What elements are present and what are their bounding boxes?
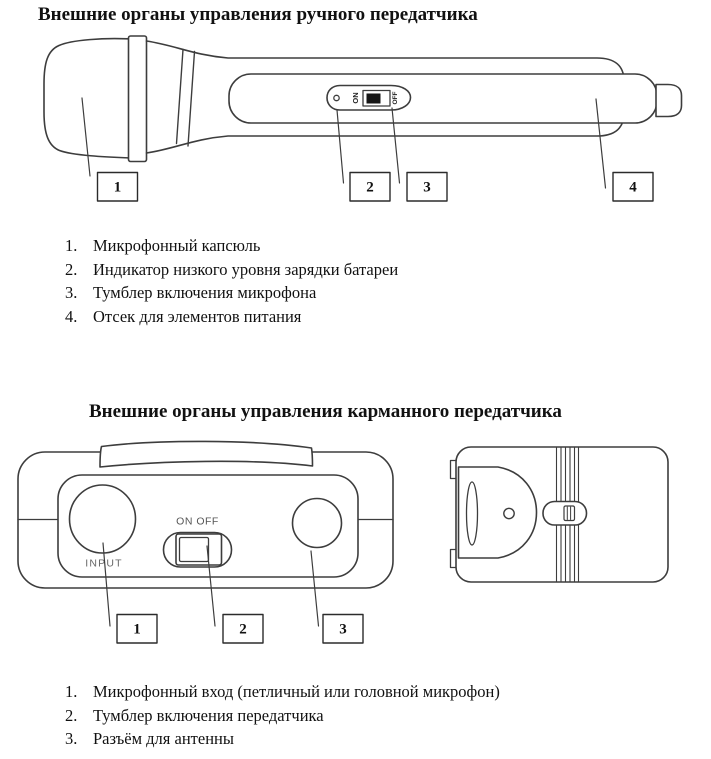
list-item-text: Микрофонный вход (петличный или головной микрофон) — [93, 682, 500, 701]
section2-legend-list — [65, 680, 500, 751]
list-item-number: 3. — [65, 729, 78, 749]
callout-number-bp-3: 3 — [339, 621, 347, 638]
battery-compartment — [229, 74, 657, 123]
list-item-text: Тумблер включения передатчика — [93, 705, 324, 725]
clip-latch-grip — [564, 506, 575, 521]
list-item — [65, 704, 500, 728]
list-item-text: Микрофонный капсюль — [93, 236, 261, 255]
section1-title: Внешние органы управления ручного передатчика — [38, 4, 478, 25]
on-label: ON — [351, 92, 360, 104]
list-item-number: 1. — [65, 682, 78, 701]
section1-legend-list — [65, 234, 398, 328]
list-item-number: 2. — [65, 259, 78, 279]
mic-ring — [129, 36, 147, 162]
bodypack-back-diagram — [451, 447, 669, 582]
list-item — [65, 680, 500, 704]
list-item — [65, 305, 398, 329]
input-label: INPUT — [85, 557, 123, 570]
list-item-number: 4. — [65, 306, 78, 326]
mic-head — [44, 39, 131, 158]
callout-number-2: 2 — [366, 179, 374, 196]
list-item-number: 1. — [65, 236, 78, 255]
list-item-text: Разъём для антенны — [93, 729, 234, 749]
list-item-number: 3. — [65, 283, 78, 303]
end-cap — [656, 85, 682, 117]
callout-number-3: 3 — [423, 179, 431, 196]
off-label: OFF — [392, 91, 399, 105]
list-item — [65, 258, 398, 282]
antenna-jack — [293, 499, 342, 548]
callout-number-bp-2: 2 — [239, 621, 247, 638]
onoff-label: ON OFF — [176, 515, 219, 528]
bodypack-front-diagram — [18, 441, 393, 643]
callout-number-bp-1: 1 — [133, 621, 141, 638]
neck-band-line-1 — [177, 50, 184, 144]
neck-band-line-2 — [188, 52, 195, 147]
power-switch-knob — [367, 94, 381, 104]
section2-title: Внешние органы управления карманного передатчика — [89, 401, 562, 422]
handheld-mic-diagram — [44, 36, 682, 201]
callout-number-1: 1 — [113, 179, 122, 196]
list-item — [65, 234, 398, 258]
list-item-text: Тумблер включения микрофона — [93, 283, 317, 303]
leader-line-1 — [82, 98, 90, 176]
list-item — [65, 727, 500, 751]
list-item-text: Индикатор низкого уровня зарядки батареи — [93, 259, 399, 279]
bodypack-switch-knob — [180, 538, 209, 562]
callout-number-4: 4 — [629, 179, 637, 196]
list-item-number: 2. — [65, 705, 78, 725]
list-item — [65, 281, 398, 305]
list-item-text: Отсек для элементов питания — [93, 306, 302, 326]
